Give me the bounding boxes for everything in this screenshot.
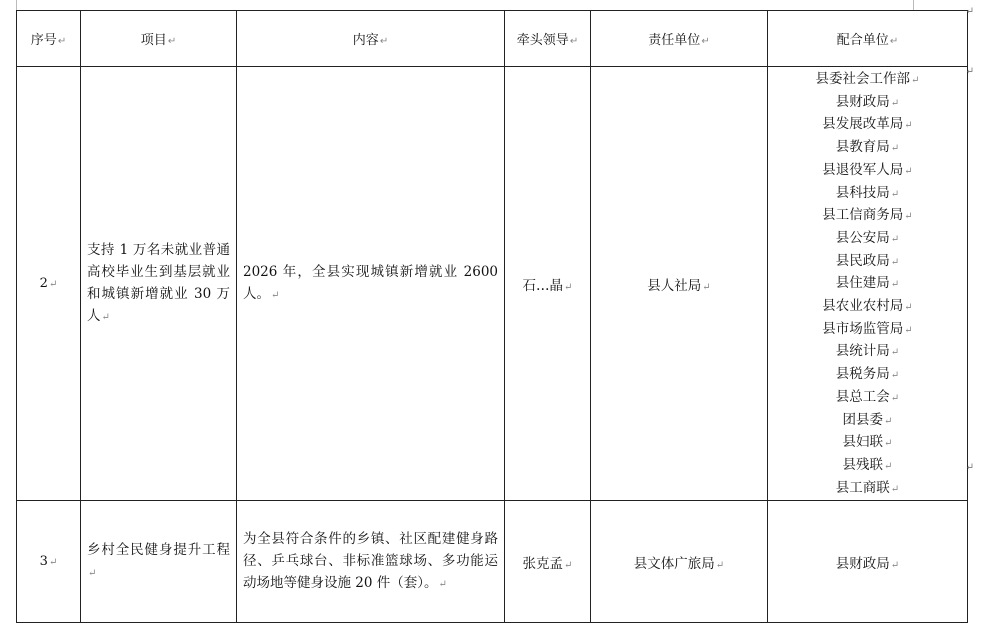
cooperate-unit: 团县委	[842, 411, 884, 428]
paragraph-mark: ↵	[564, 559, 573, 571]
table-row	[17, 67, 968, 501]
cooperate-unit-line	[768, 410, 967, 433]
seq-value: 3	[39, 554, 48, 570]
paragraph-mark: ↵	[890, 559, 900, 571]
cooperate-unit-line	[768, 432, 967, 455]
cell-seq	[17, 67, 81, 501]
cooperate-unit: 县公安局	[835, 229, 890, 246]
paragraph-mark: ↵	[904, 211, 913, 223]
cooperate-unit-line	[768, 387, 967, 410]
project-text: 乡村全民健身提升工程	[87, 541, 230, 558]
lead-name: 张克孟	[522, 555, 564, 572]
paragraph-mark: ↵	[48, 557, 58, 569]
cooperate-unit-line	[768, 341, 967, 364]
cooperate-unit-line	[768, 114, 967, 137]
cooperate-unit-line	[768, 319, 967, 342]
paragraph-mark: ↵	[438, 578, 447, 590]
cooperate-unit: 县科技局	[835, 184, 890, 201]
paragraph-mark: ↵	[890, 256, 900, 268]
cooperate-unit: 县残联	[842, 456, 884, 473]
header-project-label: 项目	[140, 33, 167, 48]
cooperate-unit: 县发展改革局	[822, 116, 904, 133]
cell-project	[81, 67, 237, 501]
cell-cooperate	[768, 67, 968, 501]
header-seq	[17, 11, 81, 67]
header-row	[17, 11, 968, 67]
paragraph-mark: ↵	[889, 36, 899, 47]
cooperate-list	[768, 69, 967, 500]
paragraph-mark: ↵	[890, 233, 900, 245]
cooperate-unit: 县住建局	[835, 275, 890, 292]
cooperate-unit: 县教育局	[835, 139, 890, 156]
paragraph-mark: ↵	[57, 36, 67, 47]
paragraph-mark: ↵	[890, 392, 900, 404]
paragraph-mark: ↵	[904, 324, 913, 336]
cell-lead	[505, 67, 591, 501]
paragraph-mark: ↵	[904, 302, 913, 314]
header-lead-label: 牵头领导	[516, 33, 569, 48]
paragraph-mark: ↵	[884, 438, 893, 450]
paragraph-mark: ↵	[890, 483, 900, 495]
cooperate-unit: 县退役军人局	[822, 161, 904, 178]
header-cooperate	[768, 11, 968, 67]
cell-responsible	[591, 501, 768, 623]
paragraph-mark: ↵	[911, 75, 920, 86]
cooperate-unit-line	[768, 478, 967, 501]
content-text: 2026 年，全县实现城镇新增就业 2600 人。	[243, 263, 498, 302]
responsible-unit: 县文体广旅局	[633, 555, 715, 572]
page-corner-mark	[16, 0, 17, 10]
paragraph-mark: ↵	[890, 143, 900, 155]
cooperate-unit: 县财政局	[835, 555, 890, 572]
cell-lead	[505, 501, 591, 623]
cooperate-unit-line	[768, 69, 967, 92]
paragraph-mark: ↵	[167, 36, 177, 47]
cooperate-unit-line	[768, 251, 967, 274]
paragraph-mark: ↵	[904, 165, 913, 177]
header-project	[81, 11, 237, 67]
header-seq-label: 序号	[30, 33, 57, 48]
header-cooperate-label: 配合单位	[836, 33, 889, 48]
content-text: 为全县符合条件的乡镇、社区配建健身路径、乒乓球台、非标准篮球场、多功能运动场地等健身设施 20 件（套）。	[243, 530, 498, 591]
cooperate-unit-line	[768, 183, 967, 206]
cell-content	[237, 501, 505, 623]
cooperate-unit-line	[768, 228, 967, 251]
paragraph-mark: ↵	[88, 567, 97, 579]
paragraph-mark: ↵	[101, 311, 110, 323]
paragraph-mark: ↵	[890, 347, 900, 359]
paragraph-mark: ↵	[890, 97, 900, 109]
cooperate-unit: 县工信商务局	[822, 207, 904, 224]
cooperate-unit: 县税务局	[835, 366, 890, 383]
paragraph-mark: ↵	[890, 188, 900, 200]
paragraph-mark: ↵	[569, 36, 579, 47]
cell-content	[237, 67, 505, 501]
header-responsible-label: 责任单位	[648, 33, 701, 48]
cell-project	[81, 501, 237, 623]
paragraph-mark: ↵	[715, 559, 725, 571]
row-end-mark: ↵	[965, 462, 974, 473]
header-content	[237, 11, 505, 67]
cooperate-unit-line	[768, 205, 967, 228]
row-end-mark: ↵	[965, 66, 974, 77]
cell-responsible	[591, 67, 768, 501]
table-row	[17, 501, 968, 623]
cooperate-unit-line	[768, 137, 967, 160]
paragraph-mark: ↵	[701, 36, 710, 47]
paragraph-mark: ↵	[48, 279, 58, 291]
header-lead	[505, 11, 591, 67]
paragraph-mark: ↵	[890, 370, 900, 382]
paragraph-mark: ↵	[884, 415, 893, 427]
responsible-unit: 县人社局	[647, 277, 702, 294]
paragraph-mark: ↵	[271, 289, 280, 301]
lead-name: 石…晶	[522, 277, 564, 294]
cell-cooperate	[768, 501, 968, 623]
cooperate-unit-line	[768, 160, 967, 183]
cooperate-unit: 县妇联	[842, 434, 884, 451]
paragraph-mark: ↵	[904, 120, 913, 132]
paragraph-mark: ↵	[702, 281, 711, 293]
header-responsible	[591, 11, 768, 67]
cooperate-unit: 县农业农村局	[822, 298, 904, 315]
cooperate-unit: 县统计局	[835, 343, 890, 360]
paragraph-mark: ↵	[564, 281, 573, 293]
cooperate-unit: 县市场监管局	[822, 320, 904, 337]
cooperate-unit-line	[768, 455, 967, 478]
project-text: 支持 1 万名未就业普通高校毕业生到基层就业和城镇新增就业 30 万人	[87, 241, 230, 324]
cooperate-unit-line	[768, 92, 967, 115]
cooperate-unit: 县总工会	[835, 388, 890, 405]
header-content-label: 内容	[352, 33, 379, 48]
cooperate-unit: 县民政局	[835, 252, 890, 269]
cooperate-unit-line	[768, 273, 967, 296]
paragraph-mark: ↵	[890, 279, 900, 291]
paragraph-mark: ↵	[379, 36, 389, 47]
cooperate-unit: 县工商联	[835, 479, 890, 496]
row-end-mark: ↵	[965, 6, 974, 17]
task-table	[16, 10, 968, 623]
cell-seq	[17, 501, 81, 623]
cooperate-unit-line	[768, 296, 967, 319]
cooperate-unit: 县财政局	[835, 93, 890, 110]
cooperate-unit-line	[768, 364, 967, 387]
page-corner-mark	[913, 0, 914, 10]
paragraph-mark: ↵	[884, 460, 893, 472]
cooperate-unit: 县委社会工作部	[815, 71, 911, 87]
seq-value: 2	[39, 276, 48, 292]
